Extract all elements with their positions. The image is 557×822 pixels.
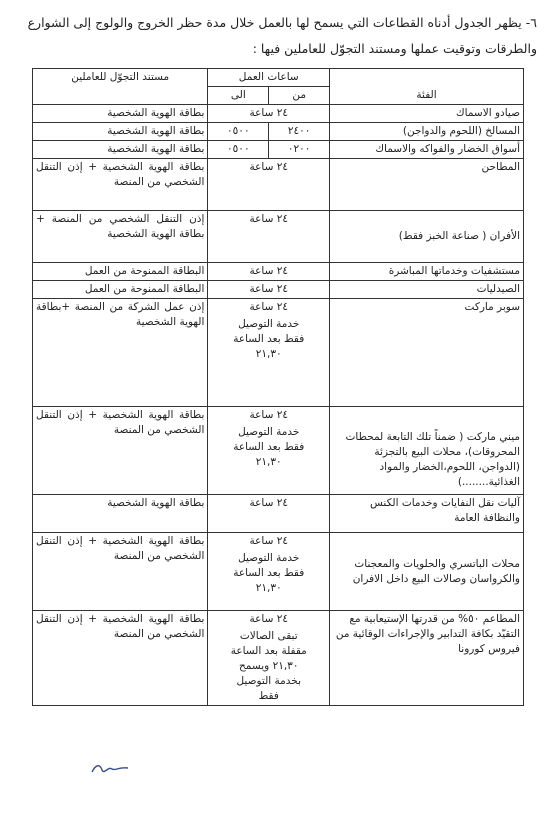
header-document: مستند التجوّل للعاملين: [33, 69, 208, 105]
table-row: [33, 495, 524, 533]
cell-document: بطاقة الهوية الشخصية: [33, 495, 208, 533]
cell-from: ٠٢٠٠: [269, 141, 330, 159]
cell-document: إذن التنقل الشخصي من المنصة + بطاقة الهوية الشخصية: [33, 211, 208, 263]
table-row: [33, 299, 524, 407]
cell-sector: الأفران ( صناعة الخبز فقط): [330, 211, 524, 263]
cell-hours: ٢٤ ساعة: [208, 159, 330, 211]
cell-hours-group: [208, 299, 330, 407]
cell-sector: المطاحن: [330, 159, 524, 211]
cell-sector: محلات الباتسري والحلويات والمعجنات والكرواسان وصالات البيع داخل الافران: [330, 533, 524, 611]
table-row: [33, 533, 524, 611]
table-row: [33, 123, 524, 141]
cell-sector: سوبر ماركت: [330, 299, 524, 407]
table-row: [33, 105, 524, 123]
cell-document: بطاقة الهوية الشخصية + إذن التنقل الشخصي من المنصة: [33, 407, 208, 495]
table-row: [33, 281, 524, 299]
table-row: [33, 407, 524, 495]
cell-sector: مستشفيات وخدماتها المباشرة: [330, 263, 524, 281]
signature-mark: [90, 760, 130, 778]
cell-hours: ٢٤ ساعة: [208, 105, 330, 123]
cell-hours-group: [208, 611, 330, 706]
table-row: [33, 263, 524, 281]
cell-hours: ٢٤ ساعة: [208, 495, 330, 533]
cell-hours-group: [208, 407, 330, 495]
cell-document: بطاقة الهوية الشخصية + إذن التنقل الشخصي من المنصة: [33, 611, 208, 706]
cell-document: البطاقة الممنوحة من العمل: [33, 281, 208, 299]
header-hours: ساعات العمل: [208, 69, 330, 87]
sectors-table: [32, 68, 524, 706]
cell-hours-note: خدمة التوصيل فقط بعد الساعة ٢١,٣٠: [233, 426, 305, 468]
cell-sector: الصيدليات: [330, 281, 524, 299]
table-row: [33, 211, 524, 263]
cell-sector: المسالخ (اللحوم والدواجن): [330, 123, 524, 141]
cell-to: ٠٥٠٠: [208, 123, 269, 141]
cell-sector: المطاعم ٥٠% من قدرتها الإستيعابية مع التقيّد بكافة التدابير والإجراءات الوقائية من فيروس كورونا: [330, 611, 524, 706]
cell-document: بطاقة الهوية الشخصية + إذن التنقل الشخصي من المنصة: [33, 533, 208, 611]
header-to: الى: [208, 87, 269, 105]
table-row: [33, 159, 524, 211]
cell-hours: ٢٤ ساعة: [208, 281, 330, 299]
cell-hours: ٢٤ ساعة: [208, 211, 330, 263]
cell-from: ٢٤٠٠: [269, 123, 330, 141]
cell-document: البطاقة الممنوحة من العمل: [33, 263, 208, 281]
cell-to: ٠٥٠٠: [208, 141, 269, 159]
cell-hours: ٢٤ ساعة: [249, 535, 288, 547]
cell-hours-group: [208, 533, 330, 611]
cell-document: بطاقة الهوية الشخصية: [33, 141, 208, 159]
cell-document: بطاقة الهوية الشخصية + إذن التنقل الشخصي من المنصة: [33, 159, 208, 211]
cell-document: إذن عمل الشركة من المنصة +بطاقة الهوية الشخصية: [33, 299, 208, 407]
cell-hours: ٢٤ ساعة: [249, 613, 288, 625]
cell-hours-note: تبقى الصالات مقفلة بعد الساعة ٢١,٣٠ ويسمح بخدمة التوصيل فقط: [230, 630, 307, 702]
header-sector: الفئة: [330, 69, 524, 105]
table-row: [33, 141, 524, 159]
cell-hours: ٢٤ ساعة: [208, 263, 330, 281]
table-row: [33, 611, 524, 706]
cell-document: بطاقة الهوية الشخصية: [33, 123, 208, 141]
cell-hours-note: خدمة التوصيل فقط بعد الساعة ٢١,٣٠: [233, 552, 305, 594]
cell-document: بطاقة الهوية الشخصية: [33, 105, 208, 123]
cell-hours: ٢٤ ساعة: [249, 409, 288, 421]
cell-sector: ميني ماركت ( ضمناً تلك التابعة لمحطات المحروقات)، محلات البيع بالتجزئة (الدواجن، اللحوم،الخضار والمواد الغذائية........): [330, 407, 524, 495]
cell-sector: صيادو الاسماك: [330, 105, 524, 123]
intro-paragraph: ٦- يظهر الجدول أدناه القطاعات التي يسمح لها بالعمل خلال مدة حظر الخروج والولوج إلى الشوارع والطرقات وتوقيت عملها ومستند التجوّل للعاملين فيها :: [27, 15, 537, 56]
cell-sector: أسواق الخضار والفواكه والاسماك: [330, 141, 524, 159]
cell-hours-note: خدمة التوصيل فقط بعد الساعة ٢١,٣٠: [233, 318, 305, 360]
cell-hours: ٢٤ ساعة: [249, 301, 288, 313]
cell-sector: آليات نقل النفايات وخدمات الكنس والنظافة العامة: [330, 495, 524, 533]
header-from: من: [269, 87, 330, 105]
